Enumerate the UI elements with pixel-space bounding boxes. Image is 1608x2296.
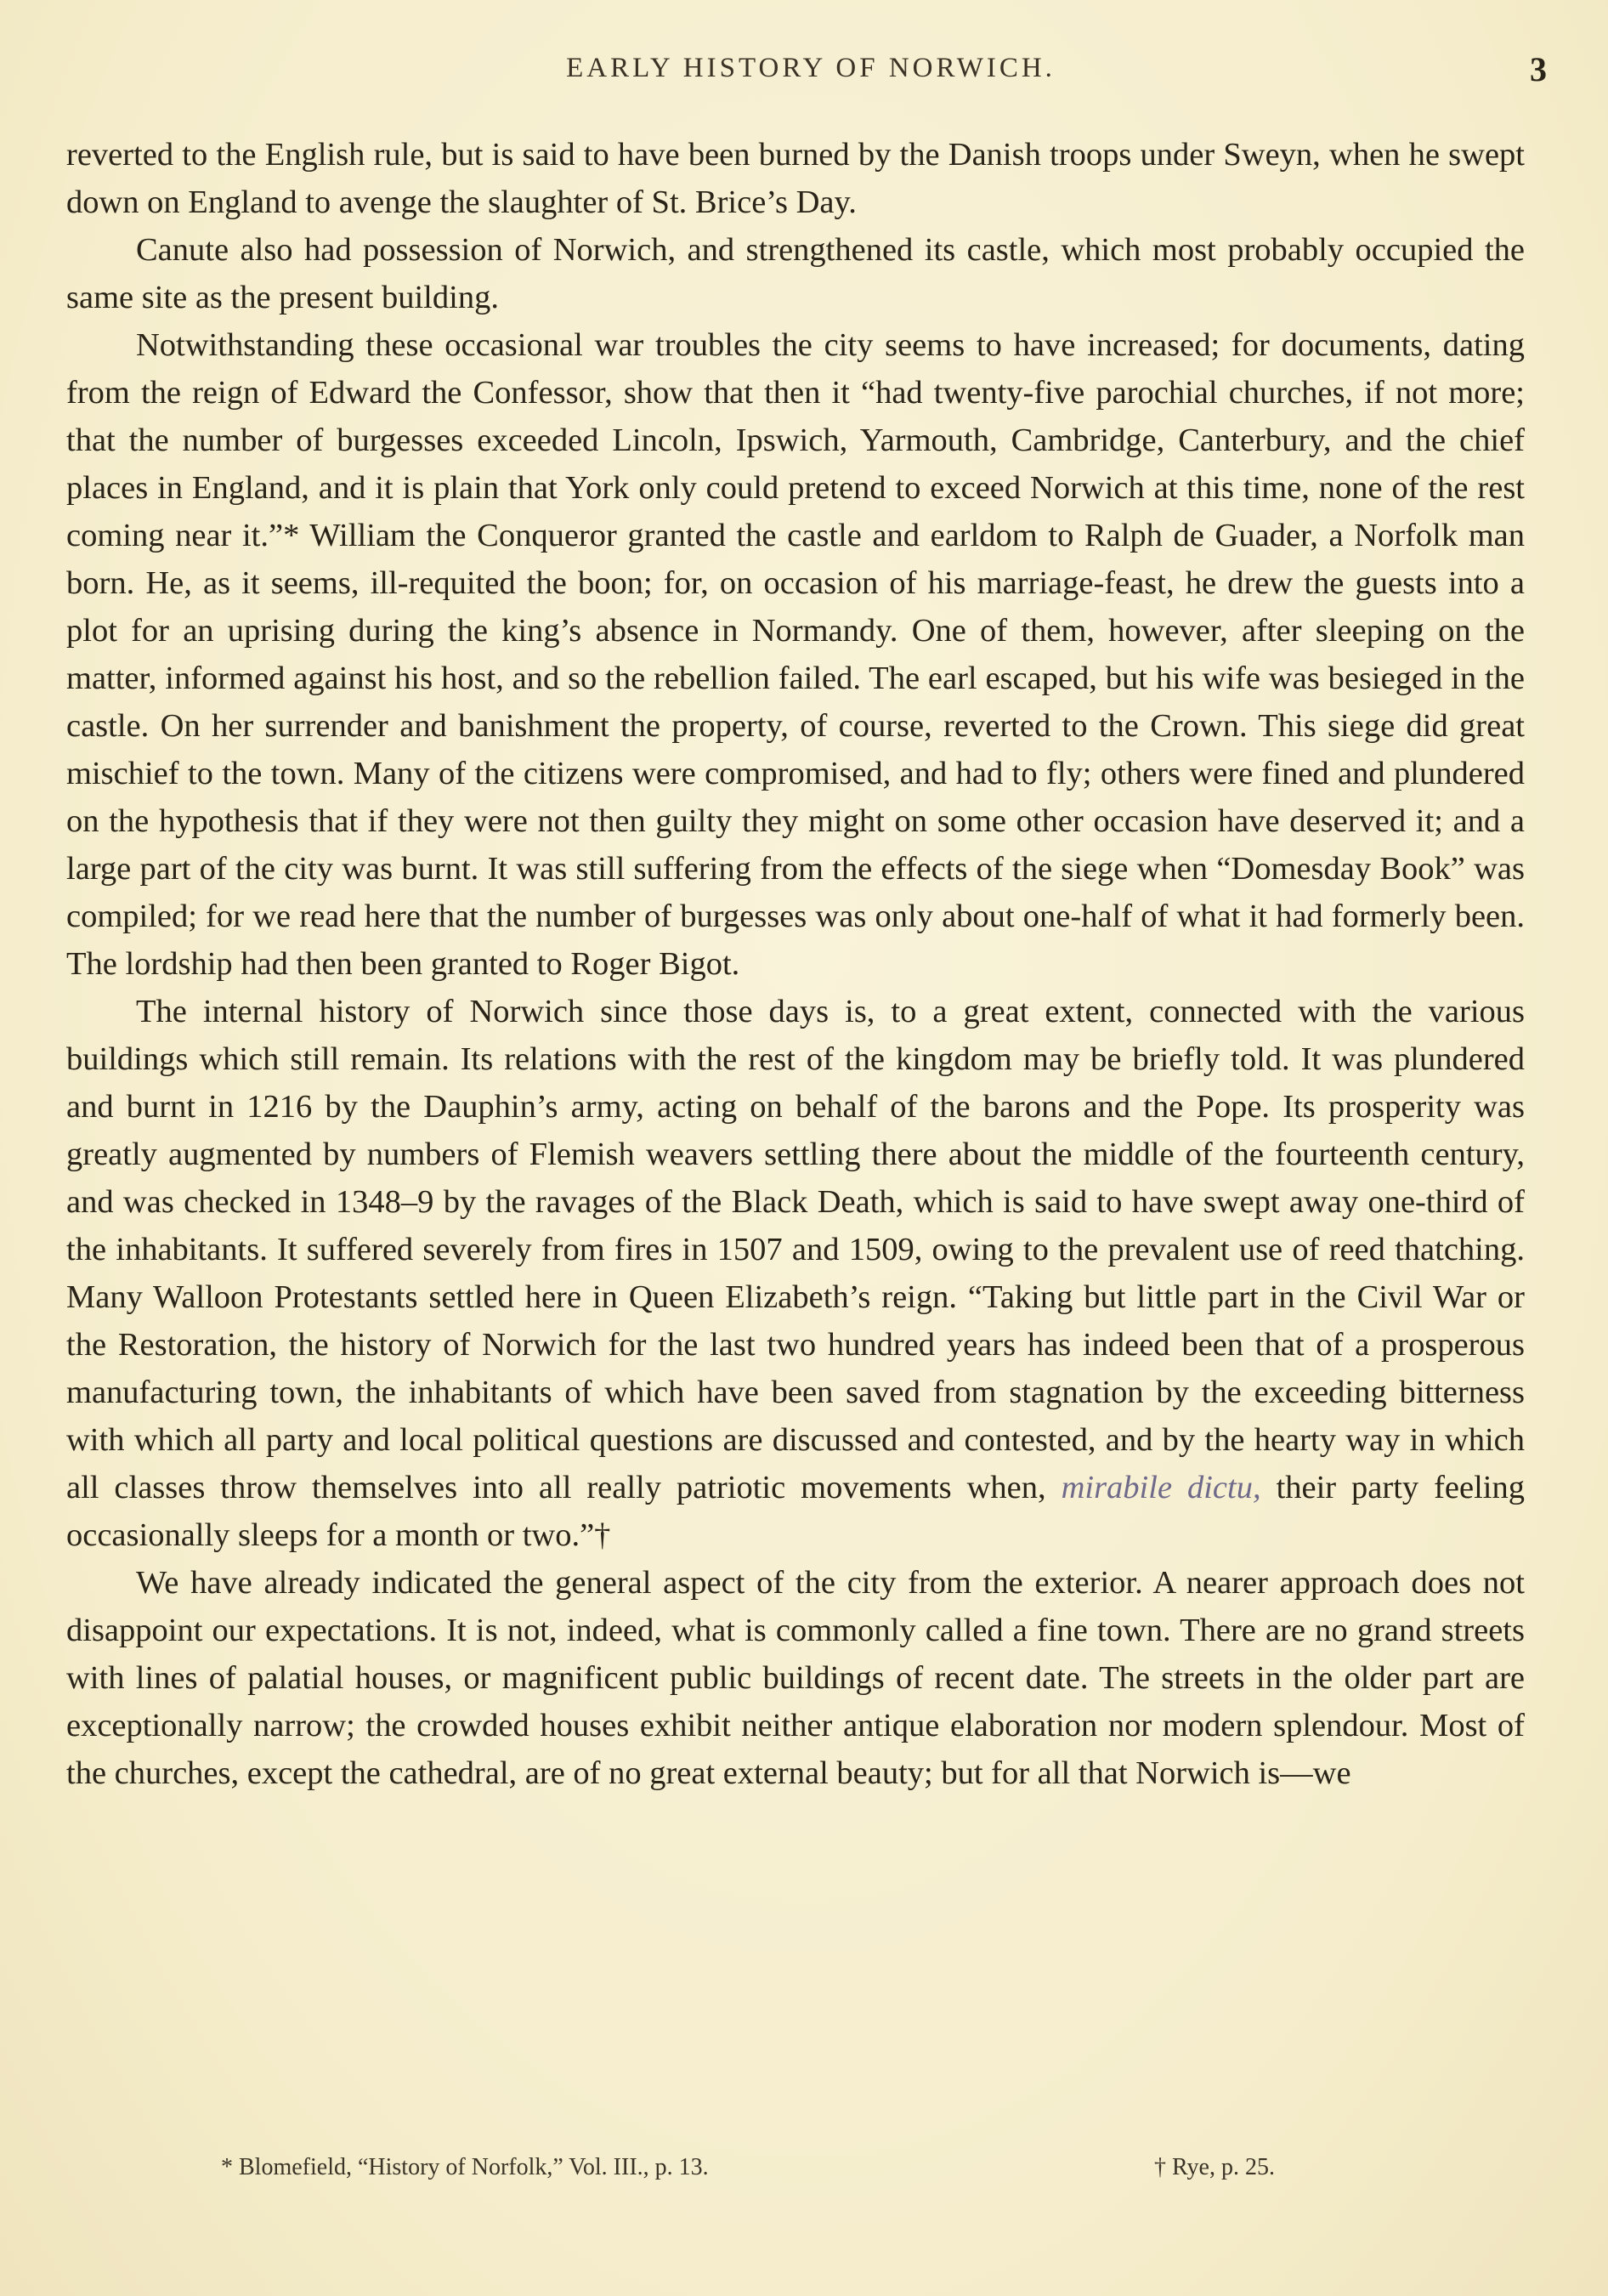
paragraph-text: their party feeling occasionally sleeps for a month or two.”†: [66, 1470, 1526, 1553]
paragraph: reverted to the English rule, but is said to have been burned by the Danish troops under Sweyn, when he swept down on England to avenge the slaughter of St. Brice’s Day.: [66, 137, 1525, 220]
footnotes: [221, 2154, 1411, 2188]
running-title: EARLY HISTORY OF NORWICH.: [566, 53, 1056, 83]
paragraph-text: The internal history of Norwich since those days is, to a great extent, connected with the various buildings which still remain. Its relations with the rest of the kingdom may be briefly told. It was plundered and burnt in 1216 by the Dauphin’s army, acting on behalf of the barons and the Pope. Its prosperity was greatly augmented by numbers of Flemish weavers settling there about the middle of the fourteenth century, and was checked in 1348–9 by the ravages of the Black Death, which is said to have swept away one-third of the inhabitants. It suffered severely from fires in 1507 and 1509, owing to the prevalent use of reed thatching. Many Walloon Protestants settled here in Queen Elizabeth’s reign. “Taking but little part in the Civil War or the Restoration, the history of Norwich for the last two hundred years has indeed been that of a prosperous manufacturing town, the inhabitants of which have been saved from stagnation by the exceeding bitterness with which all party and local political questions are discussed and contested, and by the hearty way in which all classes throw themselves into all really patriotic movements when,: [66, 994, 1525, 1505]
footnote-rye: † Rye, p. 25.: [1154, 2154, 1275, 2180]
paragraph: Canute also had possession of Norwich, and strengthened its castle, which most probably occupied the same site as the present building.: [66, 232, 1525, 315]
page-number: 3: [1530, 50, 1547, 88]
italic-phrase: mirabile dictu,: [1061, 1470, 1261, 1505]
paragraph: [66, 988, 1525, 1559]
body-text: [66, 131, 1525, 1797]
footnote-blomefield: * Blomefield, “History of Norfolk,” Vol. III., p. 13.: [221, 2154, 709, 2180]
paragraph: We have already indicated the general aspect of the city from the exterior. A nearer approach does not disappoint our expectations. It is not, indeed, what is commonly called a fine town. There are no grand streets with lines of palatial houses, or magnificent public buildings of recent date. The streets in the older part are exceptionally narrow; the crowded houses exhibit neither antique elaboration nor modern splendour. Most of the churches, except the cathedral, are of no great external beauty; but for all that Norwich is—we: [66, 1565, 1525, 1791]
paragraph: Notwithstanding these occasional war troubles the city seems to have increased; for documents, dating from the reign of Edward the Confessor, show that then it “had twenty-five parochial churches, if not more; that the number of burgesses exceeded Lincoln, Ipswich, Yarmouth, Cambridge, Canterbury, and the chief places in England, and it is plain that York only could pretend to exceed Norwich at this time, none of the rest coming near it.”* William the Conqueror granted the castle and earldom to Ralph de Guader, a Norfolk man born. He, as it seems, ill-requited the boon; for, on occasion of his marriage-feast, he drew the guests into a plot for an uprising during the king’s absence in Normandy. One of them, however, after sleeping on the matter, informed against his host, and so the rebellion failed. The earl escaped, but his wife was besieged in the castle. On her surrender and banishment the property, of course, reverted to the Crown. This siege did great mischief to the town. Many of the citizens were compromised, and had to fly; others were fined and plundered on the hypothesis that if they were not then guilty they might on some other occasion have deserved it; and a large part of the city was burnt. It was still suffering from the effects of the siege when “Domesday Book” was compiled; for we read here that the number of burgesses was only about one-half of what it had formerly been. The lordship had then been granted to Roger Bigot.: [66, 327, 1525, 982]
running-header: [65, 50, 1557, 95]
